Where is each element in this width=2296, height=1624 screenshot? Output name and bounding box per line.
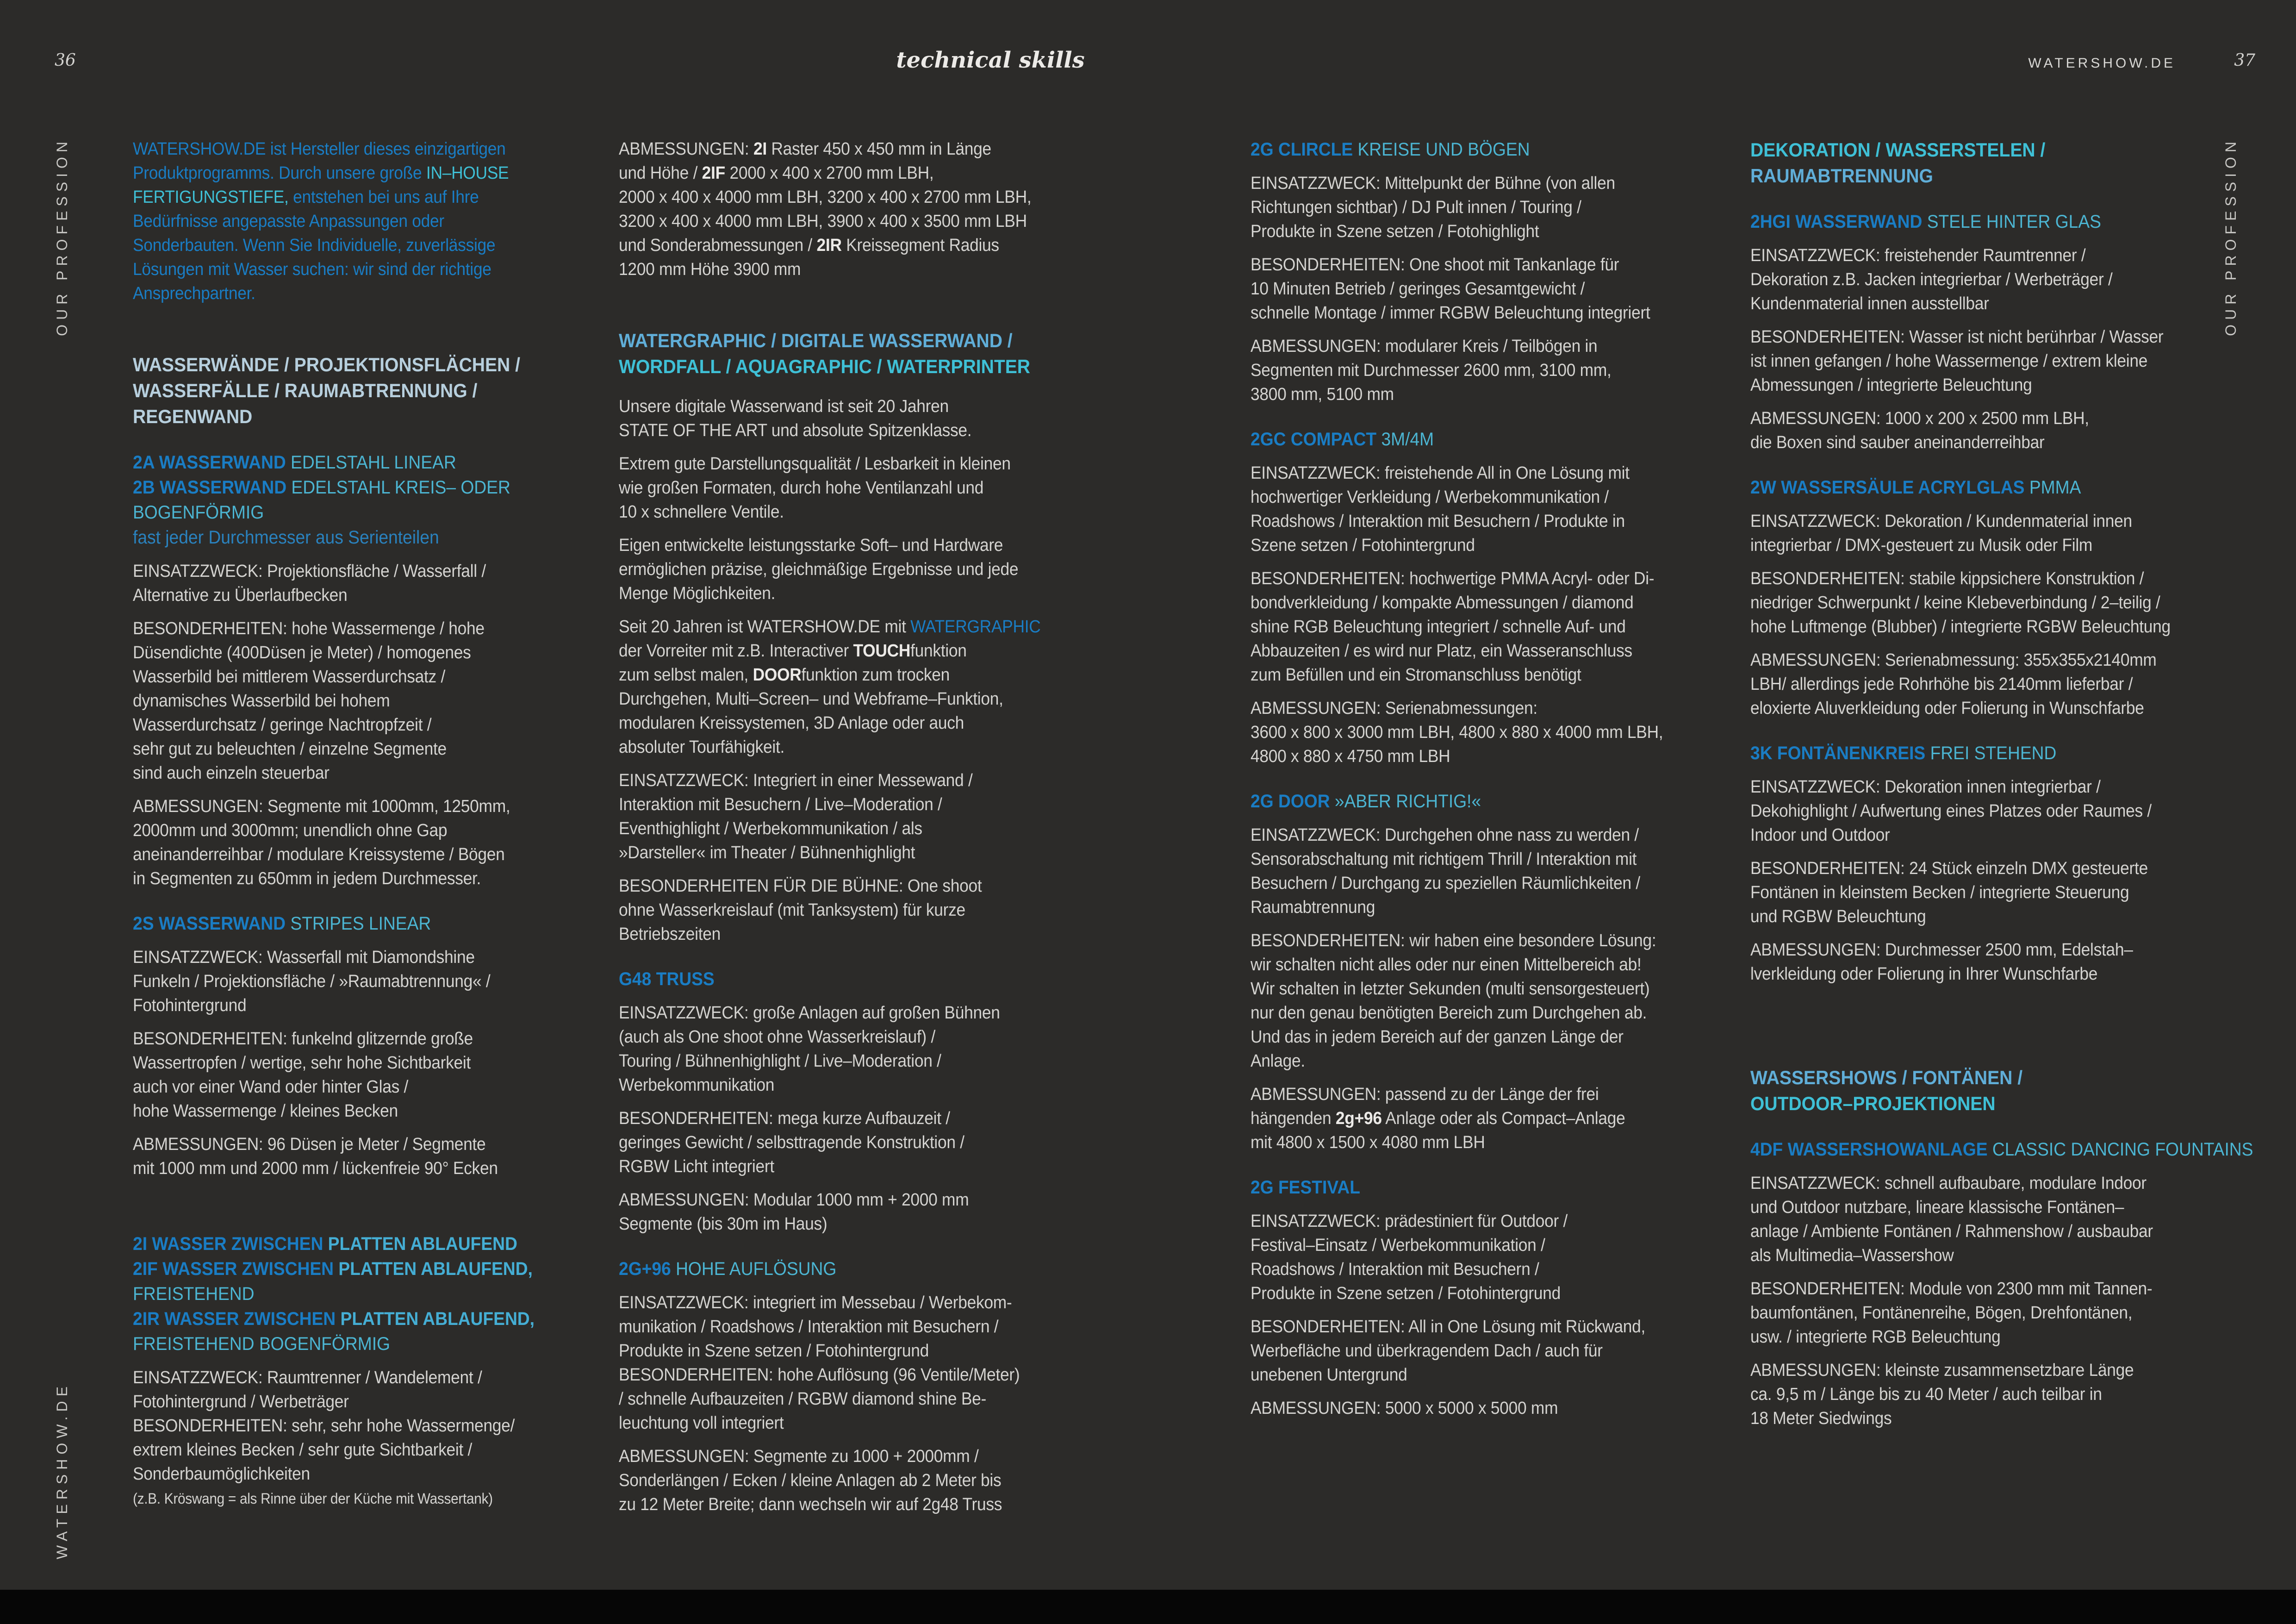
text-run: EINSATZZWECK: Dekoration innen integrierbar / [1750, 777, 2101, 797]
text-run: Ansprechpartner. [133, 284, 255, 303]
text-run: BESONDERHEITEN: hohe Auflösung (96 Ventile/Meter) [619, 1365, 1020, 1385]
product-heading [1251, 137, 1767, 162]
text-run: ABMESSUNGEN: Segmente zu 1000 + 2000mm / [619, 1447, 979, 1466]
section-heading [1750, 1065, 2267, 1117]
text-run: 4800 x 880 x 4750 mm LBH [1251, 747, 1450, 766]
text-run: EINSATZZWECK: Mittelpunkt der Bühne (von allen [1251, 174, 1615, 193]
text-run: ABMESSUNGEN: [619, 139, 753, 159]
text-run: FREISTEHEND [133, 1284, 255, 1304]
text-run: und Outdoor nutzbare, lineare klassische Fontänen– [1750, 1198, 2124, 1217]
text-run: 2IF WASSER ZWISCHEN [133, 1259, 339, 1279]
text-block [133, 794, 649, 891]
text-run: EINSATZZWECK: schnell aufbaubare, modulare Indoor [1750, 1174, 2147, 1193]
column-1 [133, 137, 649, 1520]
text-run: usw. / integrierte RGB Beleuchtung [1750, 1327, 2001, 1347]
text-run: Besuchern / Durchgang zu speziellen Räumlichkeiten / [1251, 874, 1640, 893]
text-run: Alternative zu Überlaufbecken [133, 586, 348, 605]
text-run: hochwertiger Verkleidung / Werbekommunikation / [1251, 487, 1609, 507]
text-run: ABMESSUNGEN: 5000 x 5000 x 5000 mm [1251, 1399, 1558, 1418]
column-3 [1251, 137, 1767, 1430]
text-block [1251, 334, 1767, 406]
product-heading [1251, 789, 1767, 814]
column-2 [619, 137, 1135, 1526]
text-block [133, 945, 649, 1018]
text-run: lverkleidung oder Folierung in Ihrer Wunschfarbe [1750, 964, 2098, 984]
text-block [619, 1106, 1135, 1179]
product-heading [1251, 427, 1767, 452]
text-run: absoluter Tourfähigkeit. [619, 737, 785, 757]
side-label-left-bottom: WATERSHOW.DE [54, 1382, 70, 1560]
text-run: PLATTEN ABLAUFEND, [340, 1309, 535, 1329]
text-run: Roadshows / Interaktion mit Besuchern / [1251, 1260, 1539, 1279]
text-run: G48 TRUSS [619, 969, 715, 989]
text-run: Kundenmaterial innen ausstellbar [1750, 294, 1989, 313]
text-run: und Sonderabmessungen / [619, 236, 817, 255]
text-run: Extrem gute Darstellungsqualität / Lesbarkeit in kleinen [619, 454, 1011, 474]
side-label-right-top: OUR PROFESSION [2222, 137, 2239, 336]
text-block [1750, 648, 2267, 720]
text-run: Durchgehen, Multi–Screen– und Webframe–Funktion, [619, 689, 1003, 709]
text-block [619, 874, 1135, 946]
text-run: WASSERWÄNDE / PROJEKTIONSFLÄCHEN / [133, 354, 520, 375]
text-block [619, 394, 1135, 443]
text-block [619, 1188, 1135, 1236]
text-run: wir schalten nicht alles oder nur einen Mittelbereich ab! [1251, 955, 1642, 974]
text-run: ABMESSUNGEN: Modular 1000 mm + 2000 mm [619, 1190, 969, 1210]
text-run: PLATTEN ABLAUFEND, [338, 1259, 533, 1279]
text-run: BESONDERHEITEN: All in One Lösung mit Rückwand, [1251, 1317, 1646, 1337]
text-run: 2S WASSERWAND [133, 913, 286, 934]
text-run: niedriger Schwerpunkt / keine Klebeverbindung / 2–teilig / [1750, 593, 2160, 612]
text-run: WATERGRAPHIC / DIGITALE WASSERWAND / [619, 330, 1013, 351]
text-run: ABMESSUNGEN: 1000 x 200 x 2500 mm LBH, [1750, 409, 2089, 428]
text-run: ABMESSUNGEN: Serienabmessungen: [1251, 699, 1537, 718]
text-run: EINSATZZWECK: Durchgehen ohne nass zu werden / [1251, 825, 1639, 845]
text-run: BESONDERHEITEN: wir haben eine besondere Lösung: [1251, 931, 1656, 950]
text-run: Segmenten mit Durchmesser 2600 mm, 3100 mm, [1251, 361, 1612, 380]
text-run: DEKORATION / WASSERSTELEN / [1750, 139, 2046, 161]
text-run: ABMESSUNGEN: Segmente mit 1000mm, 1250mm, [133, 797, 510, 816]
text-run: EINSATZZWECK: freistehende All in One Lösung mit [1251, 463, 1630, 483]
text-block [1251, 253, 1767, 325]
text-run: Anlage. [1251, 1051, 1305, 1071]
text-run: sind auch einzeln steuerbar [133, 763, 330, 783]
text-run: ABMESSUNGEN: Serienabmessung: 355x355x2140mm [1750, 650, 2157, 670]
text-run: 2IR [816, 236, 842, 255]
text-run: nur den genau benötigten Bereich zum Durchgehen ab. [1251, 1003, 1647, 1023]
text-block [1251, 823, 1767, 919]
text-run: Lösungen mit Wasser suchen: wir sind der richtige [133, 260, 492, 279]
text-run: (auch als One shoot ohne Wasserkreislauf) / [619, 1027, 936, 1047]
text-run: Produkte in Szene setzen / Fotohintergrund [619, 1341, 929, 1361]
text-run: 3200 x 400 x 4000 mm LBH, 3900 x 400 x 3500 mm LBH [619, 212, 1027, 231]
text-run: zu 12 Meter Breite; dann wechseln wir auf 2g48 Truss [619, 1495, 1002, 1514]
text-block [1251, 696, 1767, 768]
text-run: WASSERSHOWS / FONTÄNEN / [1750, 1067, 2023, 1088]
text-run: Abbauzeiten / es wird nur Platz, ein Wasseranschluss [1251, 641, 1632, 661]
text-run: FREI STEHEND [1925, 743, 2057, 763]
text-run: BESONDERHEITEN: One shoot mit Tankanlage für [1251, 255, 1619, 275]
text-run: integrierbar / DMX-gesteuert zu Musik oder Film [1750, 536, 2093, 555]
text-block [1251, 567, 1767, 687]
text-run: modularen Kreissystemen, 3D Anlage oder auch [619, 713, 964, 733]
text-run: WORDFALL / AQUAGRAPHIC / WATERPRINTER [619, 356, 1030, 377]
text-run: 3M/4M [1376, 429, 1434, 450]
text-run: BESONDERHEITEN: Module von 2300 mm mit Tannen- [1750, 1279, 2153, 1299]
text-block [1750, 325, 2267, 397]
text-run: 2G FESTIVAL [1251, 1177, 1361, 1198]
text-block [1750, 856, 2267, 929]
text-run: eloxierte Aluverkleidung oder Folierung in Wunschfarbe [1750, 699, 2144, 718]
text-run: Funkeln / Projektionsfläche / »Raumabtrennung« / [133, 972, 491, 991]
product-heading [1750, 209, 2267, 234]
text-run: 2HGI WASSERWAND [1750, 212, 1923, 232]
text-run: 18 Meter Siedwings [1750, 1409, 1892, 1428]
text-run: Und das in jedem Bereich auf der ganzen Länge der [1251, 1027, 1624, 1047]
text-run: Sensorabschaltung mit richtigem Thrill / Interaktion mit [1251, 849, 1637, 869]
text-run: RGBW Licht integriert [619, 1157, 774, 1176]
product-heading [133, 450, 649, 550]
text-run: EINSATZZWECK: Projektionsfläche / Wasserfall / [133, 562, 486, 581]
text-block [133, 1027, 649, 1123]
text-run: extrem kleines Becken / sehr gute Sichtbarkeit / [133, 1440, 473, 1460]
text-run: OUTDOOR–PROJEKTIONEN [1750, 1093, 1996, 1114]
text-run: 2G+96 [619, 1259, 671, 1279]
text-run: STATE OF THE ART und absolute Spitzenklasse. [619, 421, 972, 440]
text-run: sehr gut zu beleuchten / einzelne Segmente [133, 739, 447, 759]
text-run: 4DF WASSERSHOWANLAGE [1750, 1139, 1988, 1160]
text-run: Bedürfnisse angepasste Anpassungen oder [133, 212, 444, 231]
text-block [619, 1001, 1135, 1097]
text-run: shine RGB Beleuchtung integriert / schnelle Auf- und [1251, 617, 1626, 637]
text-run: Szene setzen / Fotohintergrund [1251, 536, 1475, 555]
text-run: ermöglichen präzise, gleichmäßige Ergebnisse und jede [619, 560, 1019, 579]
text-run: STRIPES LINEAR [286, 913, 431, 934]
text-run: Raster 450 x 450 mm in Länge [766, 139, 991, 159]
text-run: REGENWAND [133, 406, 253, 427]
text-run: Fotohintergrund / Werbeträger [133, 1392, 349, 1412]
product-heading [1750, 475, 2267, 500]
text-run: ca. 9,5 m / Länge bis zu 40 Meter / auch teilbar in [1750, 1385, 2102, 1404]
text-run: / schnelle Aufbauzeiten / RGBW diamond shine Be- [619, 1389, 986, 1409]
side-label-left-top: OUR PROFESSION [54, 137, 70, 336]
text-run: und RGBW Beleuchtung [1750, 907, 1926, 926]
text-run: Roadshows / Interaktion mit Besuchern / Produkte in [1251, 512, 1625, 531]
text-run: Fontänen in kleinstem Becken / integrierte Steuerung [1750, 883, 2129, 902]
text-run: BESONDERHEITEN FÜR DIE BÜHNE: One shoot [619, 876, 982, 896]
text-block [619, 137, 1135, 281]
text-run: 2GC COMPACT [1251, 429, 1377, 450]
column-4 [1750, 137, 2267, 1440]
text-block [1750, 509, 2267, 557]
text-run: mit 1000 mm und 2000 mm / lückenfreie 90° Ecken [133, 1159, 498, 1178]
page-number-left: 36 [55, 51, 76, 70]
text-run: ohne Wasserkreislauf (mit Tanksystem) für kurze [619, 900, 965, 920]
text-block [1750, 938, 2267, 986]
text-run: 2B WASSERWAND [133, 477, 287, 498]
text-run: bondverkleidung / kompakte Abmessungen / diamond [1251, 593, 1634, 612]
text-block [1750, 1277, 2267, 1349]
text-run: Werbefläche und überkragendem Dach / auch für [1251, 1341, 1603, 1361]
text-run: zum Befüllen und ein Stromanschluss benötigt [1251, 665, 1581, 685]
brand-header: WATERSHOW.DE [2028, 56, 2176, 71]
text-run: Eventhighlight / Werbekommunikation / als [619, 819, 922, 838]
text-run: Dekoration z.B. Jacken integrierbar / Werbeträger / [1750, 270, 2113, 289]
text-run: ist innen gefangen / hohe Wassermenge / extrem kleine [1750, 351, 2148, 371]
text-run: auch vor einer Wand oder hinter Glas / [133, 1077, 409, 1097]
text-run: Düsendichte (400Düsen je Meter) / homogenes [133, 643, 471, 662]
text-run: WATERGRAPHIC [910, 617, 1041, 637]
text-run: Richtungen sichtbar) / DJ Pult innen / Touring / [1251, 198, 1581, 217]
text-block [1750, 1358, 2267, 1430]
text-block [619, 768, 1135, 865]
text-run: baumfontänen, Fontänenreihe, Bögen, Drehfontänen, [1750, 1303, 2133, 1323]
text-run: 2IF [702, 163, 725, 183]
product-heading [1251, 1175, 1767, 1200]
text-block [1251, 1396, 1767, 1420]
text-run: Sonderlängen / Ecken / kleine Anlagen ab 2 Meter bis [619, 1471, 1002, 1490]
text-block [619, 1291, 1135, 1435]
text-run: Sonderbaumöglichkeiten [133, 1464, 310, 1484]
product-heading [1750, 1137, 2267, 1162]
text-block [619, 533, 1135, 606]
text-run: funktion [910, 641, 967, 661]
text-run: 2000mm und 3000mm; unendlich ohne Gap [133, 821, 448, 840]
text-run: Dekohighlight / Aufwertung eines Platzes oder Raumes / [1750, 801, 2152, 821]
text-run: ABMESSUNGEN: kleinste zusammensetzbare Länge [1750, 1361, 2134, 1380]
product-heading [1750, 741, 2267, 766]
product-heading [619, 967, 1135, 992]
text-run: EINSATZZWECK: freistehender Raumtrenner / [1750, 246, 2086, 265]
text-run: geringes Gewicht / selbsttragende Konstruktion / [619, 1133, 964, 1152]
text-run: anlage / Ambiente Fontänen / Rahmenshow / ausbaubar [1750, 1222, 2153, 1241]
text-run: Produkte in Szene setzen / Fotohintergrund [1251, 1284, 1561, 1303]
text-run: BOGENFÖRMIG [133, 502, 264, 523]
text-run: funktion zum trocken [801, 665, 950, 685]
text-block [133, 617, 649, 785]
text-run: ABMESSUNGEN: passend zu der Länge der frei [1251, 1085, 1599, 1104]
text-block [1251, 1082, 1767, 1155]
text-run: PMMA [2024, 477, 2081, 498]
text-block [619, 452, 1135, 524]
text-run: Interaktion mit Besuchern / Live–Moderation / [619, 795, 942, 814]
text-run: 3600 x 800 x 3000 mm LBH, 4800 x 880 x 4000 mm LBH, [1251, 723, 1663, 742]
text-block [1750, 775, 2267, 847]
text-run: 2G CLIRCLE [1251, 139, 1353, 160]
text-run: entstehen bei uns auf Ihre [288, 187, 479, 207]
text-run: EINSATZZWECK: Integriert in einer Messewand / [619, 771, 973, 790]
text-run: Eigen entwickelte leistungsstarke Soft– und Hardware [619, 536, 1003, 555]
text-run: Abmessungen / integrierte Beleuchtung [1750, 375, 2032, 395]
text-run: munikation / Roadshows / Interaktion mit Besuchern / [619, 1317, 999, 1337]
text-run: Produktprogramms. Durch unsere große [133, 163, 426, 183]
text-run: hohe Luftmenge (Blubber) / integrierte RGBW Beleuchtung [1750, 617, 2171, 637]
product-heading [619, 1256, 1135, 1281]
text-run: wie großen Formaten, durch hohe Ventilanzahl und [619, 478, 984, 498]
page-number-right: 37 [2234, 51, 2255, 70]
text-run: BESONDERHEITEN: sehr, sehr hohe Wassermenge/ [133, 1416, 515, 1436]
text-run: Raumabtrennung [1251, 898, 1375, 917]
text-run: EINSATZZWECK: Raumtrenner / Wandelement / [133, 1368, 482, 1387]
text-run: leuchtung voll integriert [619, 1413, 784, 1433]
text-block [1251, 171, 1767, 244]
text-run: EINSATZZWECK: große Anlagen auf großen Bühnen [619, 1003, 1000, 1023]
text-run: 2g+96 [1335, 1109, 1382, 1128]
text-block [1251, 1315, 1767, 1387]
product-heading [133, 911, 649, 936]
text-run: aneinanderreihbar / modulare Kreissysteme / Bögen [133, 845, 505, 864]
text-run: 3800 mm, 5100 mm [1251, 385, 1394, 404]
text-run: Segmente (bis 30m im Haus) [619, 1214, 828, 1234]
text-block [133, 1366, 649, 1511]
text-run: Indoor und Outdoor [1750, 825, 1890, 845]
text-run: ABMESSUNGEN: modularer Kreis / Teilbögen in [1251, 337, 1598, 356]
text-run: 2000 x 400 x 4000 mm LBH, 3200 x 400 x 2700 mm LBH, [619, 187, 1032, 207]
section-heading [133, 352, 649, 430]
text-run: EINSATZZWECK: Wasserfall mit Diamondshine [133, 948, 475, 967]
text-run: Unsere digitale Wasserwand ist seit 20 Jahren [619, 397, 949, 416]
text-run: EINSATZZWECK: Dekoration / Kundenmaterial innen [1750, 512, 2132, 531]
text-run: fast jeder Durchmesser aus Serienteilen [133, 527, 439, 548]
text-run: BESONDERHEITEN: mega kurze Aufbauzeit / [619, 1109, 950, 1128]
text-block [1750, 244, 2267, 316]
text-run: der Vorreiter mit z.B. Interactiver [619, 641, 853, 661]
text-block [1750, 1171, 2267, 1268]
text-run: ABMESSUNGEN: 96 Düsen je Meter / Segmente [133, 1135, 486, 1154]
text-run: in Segmenten zu 650mm in jedem Durchmesser. [133, 869, 481, 888]
text-run: Wasserdurchsatz / geringe Nachtropfzeit / [133, 715, 432, 735]
text-run: Produkte in Szene setzen / Fotohighlight [1251, 222, 1539, 241]
section-heading [619, 328, 1135, 380]
text-run: KREISE UND BÖGEN [1353, 139, 1530, 160]
text-run: IN–HOUSE [426, 163, 509, 183]
text-run: Anlage oder als Compact–Anlage [1381, 1109, 1625, 1128]
text-run: Seit 20 Jahren ist WATERSHOW.DE mit [619, 617, 911, 637]
text-run: 2IR WASSER ZWISCHEN [133, 1309, 341, 1329]
text-run: als Multimedia–Wassershow [1750, 1246, 1954, 1265]
text-block [133, 559, 649, 607]
text-block [1251, 929, 1767, 1073]
text-run: WATERSHOW.DE ist Hersteller dieses einzigartigen [133, 139, 506, 159]
text-run: zum selbst malen, [619, 665, 753, 685]
text-run: (z.B. Kröswang = als Rinne über der Küche mit Wassertank) [133, 1490, 493, 1507]
text-run: ABMESSUNGEN: Durchmesser 2500 mm, Edelstah– [1750, 940, 2133, 960]
text-run: FERTIGUNGSTIEFE, [133, 187, 289, 207]
text-block [133, 1132, 649, 1181]
text-run: 2000 x 400 x 2700 mm LBH, [725, 163, 934, 183]
text-run: EINSATZZWECK: integriert im Messebau / Werbekom- [619, 1293, 1012, 1312]
text-run: Sonderbauten. Wenn Sie Individuelle, zuverlässige [133, 236, 496, 255]
text-run: WASSERFÄLLE / RAUMABTRENNUNG / [133, 380, 478, 401]
text-run: HOHE AUFLÖSUNG [671, 1259, 837, 1279]
text-run: die Boxen sind sauber aneinanderreihbar [1750, 433, 2045, 452]
text-run: hängenden [1251, 1109, 1336, 1128]
text-run: 3K FONTÄNENKREIS [1750, 743, 1926, 763]
text-run: BESONDERHEITEN: hochwertige PMMA Acryl- oder Di- [1251, 569, 1655, 588]
text-run: unebenen Untergrund [1251, 1365, 1407, 1385]
text-run: Fotohintergrund [133, 996, 247, 1015]
text-block [619, 615, 1135, 759]
text-block [1750, 406, 2267, 455]
text-block [1750, 567, 2267, 639]
text-run: Touring / Bühnenhighlight / Live–Moderation / [619, 1051, 941, 1071]
text-run: TOUCH [853, 641, 911, 661]
intro-paragraph [133, 137, 649, 306]
text-run: Kreissegment Radius [841, 236, 999, 255]
text-run: 10 Minuten Betrieb / geringes Gesamtgewicht / [1251, 279, 1585, 299]
text-run: FREISTEHEND BOGENFÖRMIG [133, 1334, 390, 1354]
text-run: Menge Möglichkeiten. [619, 584, 776, 603]
text-run: hohe Wassermenge / kleines Becken [133, 1101, 398, 1121]
text-run: BESONDERHEITEN: stabile kippsichere Konstruktion / [1750, 569, 2144, 588]
text-run: Festival–Einsatz / Werbekommunikation / [1251, 1236, 1545, 1255]
text-run: Wasserbild bei mittlerem Wasserdurchsatz / [133, 667, 445, 687]
text-run: LBH/ allerdings jede Rohrhöhe bis 2140mm lieferbar / [1750, 675, 2133, 694]
text-run: PLATTEN ABLAUFEND [328, 1234, 517, 1254]
text-run: RAUMABTRENNUNG [1750, 165, 1933, 187]
section-heading [1750, 137, 2267, 189]
text-run: BESONDERHEITEN: 24 Stück einzeln DMX gesteuerte [1750, 859, 2148, 878]
text-run: CLASSIC DANCING FOUNTAINS [1987, 1139, 2253, 1160]
text-run: 2A WASSERWAND [133, 452, 286, 473]
text-run: 1200 mm Höhe 3900 mm [619, 260, 801, 279]
text-run: BESONDERHEITEN: Wasser ist nicht berührbar / Wasser [1750, 327, 2164, 347]
text-block [619, 1444, 1135, 1517]
text-run: BESONDERHEITEN: funkelnd glitzernde große [133, 1029, 473, 1049]
text-run: EDELSTAHL LINEAR [286, 452, 456, 473]
text-run: dynamisches Wasserbild bei hohem [133, 691, 390, 711]
text-run: EINSATZZWECK: prädestiniert für Outdoor / [1251, 1212, 1568, 1231]
text-run: Wir schalten in letzter Sekunden (multi sensorgesteuert) [1251, 979, 1650, 999]
text-run: 2W WASSERSÄULE ACRYLGLAS [1750, 477, 2025, 498]
text-run: Wassertropfen / wertige, sehr hohe Sichtbarkeit [133, 1053, 471, 1073]
text-run: 2G DOOR [1251, 791, 1330, 812]
spread-title: technical skills [896, 47, 1085, 73]
text-run: DOOR [753, 665, 802, 685]
text-run: 10 x schnellere Ventile. [619, 502, 784, 522]
text-run: »ABER RICHTIG!« [1330, 791, 1481, 812]
text-run: 2I WASSER ZWISCHEN [133, 1234, 328, 1254]
text-run: BESONDERHEITEN: hohe Wassermenge / hohe [133, 619, 485, 638]
text-block [1251, 1209, 1767, 1305]
text-run: Betriebszeiten [619, 924, 721, 944]
text-run: EDELSTAHL KREIS– ODER [286, 477, 510, 498]
page-footer-bar [0, 1590, 2296, 1624]
text-run: schnelle Montage / immer RGBW Beleuchtung integriert [1251, 303, 1650, 323]
text-run: 2I [753, 139, 767, 159]
text-block [1251, 461, 1767, 557]
product-heading [133, 1231, 649, 1356]
text-run: mit 4800 x 1500 x 4080 mm LBH [1251, 1133, 1485, 1152]
text-run: Werbekommunikation [619, 1075, 775, 1095]
text-run: »Darsteller« im Theater / Bühnenhighlight [619, 843, 915, 862]
text-run: STELE HINTER GLAS [1922, 212, 2101, 232]
text-run: und Höhe / [619, 163, 702, 183]
